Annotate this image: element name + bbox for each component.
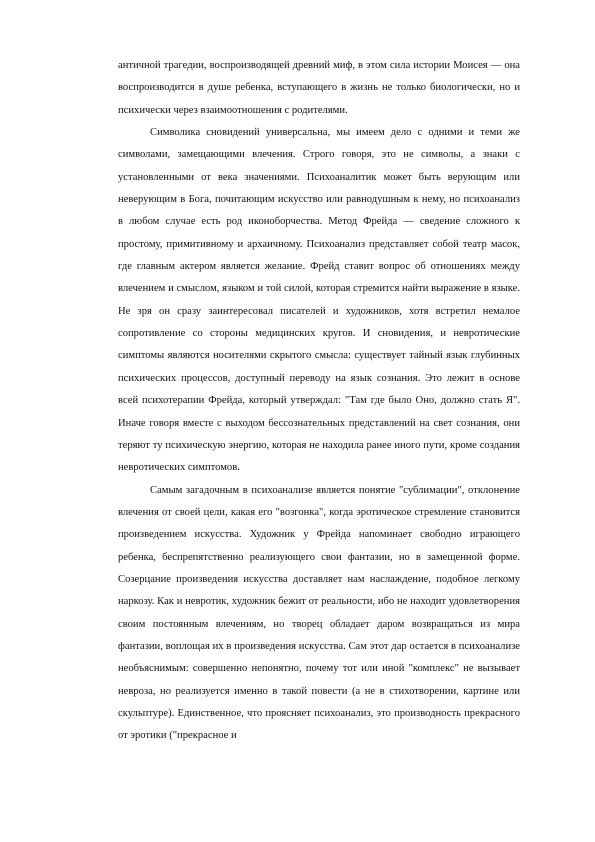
body-text <box>118 55 520 748</box>
paragraph-symbolism: Символика сновидений универсальна, мы имеем дело с одними и теми же символами, замещающими влечения. Строго говоря, это не символы, а знаки с установленными от века значениями. Психоаналитик может быть верующим или неверующим в Бога, почитающим искусство или равнодушным к нему, но психоанализ в любом случае есть род иконоборчества. Метод Фрейда — сведение сложного к простому, примитивному и архаичному. Психоанализ представляет собой театр масок, где главным актером является желание. Фрейд ставит вопрос об отношениях между влечением и смыслом, языком и той силой, которая стремится найти выражение в языке. Не зря он сразу заинтересовал писателей и художников, хотя встретил немалое сопротивление со стороны медицинских кругов. И сновидения, и невротические симптомы являются носителями скрытого смысла: существует тайный язык глубинных психических процессов, доступный переводу на язык сознания. Это лежит в основе всей психотерапии Фрейда, который утверждал: "Там где было Оно, должно стать Я". Иначе говоря вместе с выходом бессознательных представлений на свет сознания, они теряют ту психическую энергию, которая не находила ранее иного пути, кроме создания невротических симптомов. <box>118 127 520 474</box>
paragraph-sublimation: Самым загадочным в психоанализе является понятие "сублимации", отклонение влечения от своей цели, какая его "возгонка", когда эротическое стремление становится произведением искусства. Художник у Фрейда напоминает свободно играющего ребенка, беспрепятственно реализующего свои фантазии, но в замещенной форме. Созерцание произведения искусства доставляет нам наслаждение, подобное легкому наркозу. Как и невротик, художник бежит от реальности, ибо не находит удовлетворения своим постоянным влечениям, но творец обладает даром возвращаться из мира фантазии, воплощая их в произведения искусства. Сам этот дар остается в психоанализе необъяснимым: совершенно непонятно, почему тот или иной "комплекс" не вызывает невроза, но реализуется именно в такой повести (а не в стихотворении, картине или скульптуре). Единственное, что проясняет психоанализ, это производность прекрасного от эротики ("прекрасное и <box>118 484 520 742</box>
paragraph-continued: античной трагедии, воспроизводящей древний миф, в этом сила истории Моисея — она воспроизводится в душе ребенка, вступающего в жизнь не только биологически, но и психически через взаимоотношения с родителями. <box>118 60 520 116</box>
